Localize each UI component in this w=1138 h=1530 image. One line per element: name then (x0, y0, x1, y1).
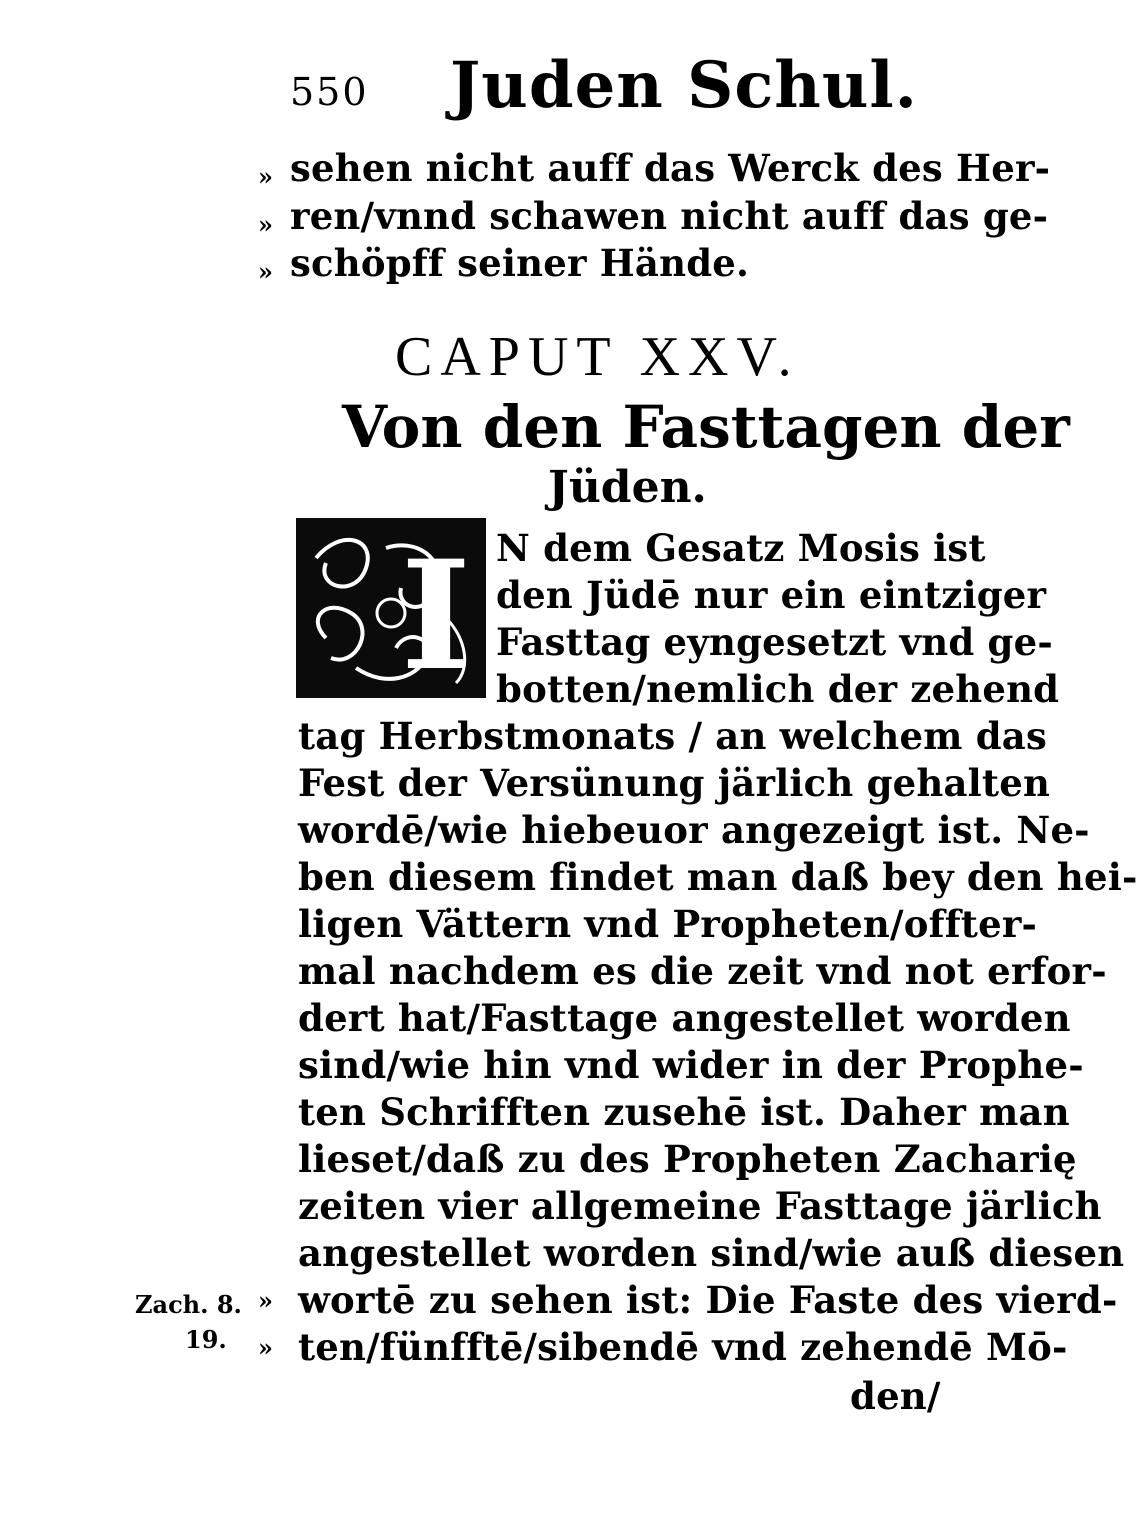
text-line: tag Herbstmonats / an welchem das (298, 714, 1047, 758)
text-line: Fasttag eyngesetzt vnd ge- (496, 620, 1053, 664)
chapter-heading: CAPUT XXV. (395, 326, 800, 388)
quote-mark: » (258, 1333, 273, 1362)
text-line: lieset/daß zu des Propheten Zacharię (298, 1137, 1077, 1181)
quote-mark: » (258, 257, 273, 286)
decorated-initial (296, 518, 486, 704)
text-line: Fest der Versünung järlich gehalten (298, 761, 1051, 805)
text-line: sind/wie hin vnd wider in der Prophe- (298, 1043, 1084, 1087)
text-line: ligen Vättern vnd Propheten/offter- (298, 902, 1038, 946)
quote-mark: » (258, 162, 273, 191)
text-line: wordē/wie hiebeuor angezeigt ist. Ne- (298, 808, 1090, 852)
text-line: botten/nemlich der zehend (496, 667, 1060, 711)
text-line: ren/vnnd schawen nicht auff das ge- (290, 194, 1049, 238)
text-line: wortē zu sehen ist: Die Faste des vierd- (298, 1278, 1118, 1322)
quote-mark: » (258, 1286, 273, 1315)
initial-letter: I (400, 528, 472, 704)
text-line: angestellet worden sind/wie auß diesen (298, 1231, 1125, 1275)
text-line: ben diesem findet man daß bey den hei- (298, 855, 1138, 899)
catchword: den/ (850, 1374, 941, 1418)
running-title: Juden Schul. (450, 48, 918, 123)
margin-note: Zach. 8. (135, 1290, 242, 1319)
chapter-title: Von den Fasttagen der (342, 393, 1070, 461)
quote-mark: » (258, 210, 273, 239)
text-line: ten Schrifften zusehē ist. Daher man (298, 1090, 1070, 1134)
chapter-title-continued: Jüden. (548, 462, 707, 513)
text-line: mal nachdem es die zeit vnd not erfor- (298, 949, 1107, 993)
page-number: 550 (290, 70, 369, 114)
margin-note: 19. (185, 1325, 227, 1354)
ornament-icon (296, 518, 486, 704)
text-line: dert hat/Fasttage angestellet worden (298, 996, 1071, 1040)
text-line: zeiten vier allgemeine Fasttage järlich (298, 1184, 1102, 1228)
text-line: den Jüdē nur ein eintziger (496, 573, 1047, 617)
text-line: schöpff seiner Hände. (290, 241, 750, 285)
text-line: N dem Gesatz Mosis ist (496, 526, 986, 570)
text-line: sehen nicht auff das Werck des Her- (290, 146, 1051, 190)
text-line: ten/fünfftē/sibendē vnd zehendē Mō- (298, 1325, 1068, 1369)
